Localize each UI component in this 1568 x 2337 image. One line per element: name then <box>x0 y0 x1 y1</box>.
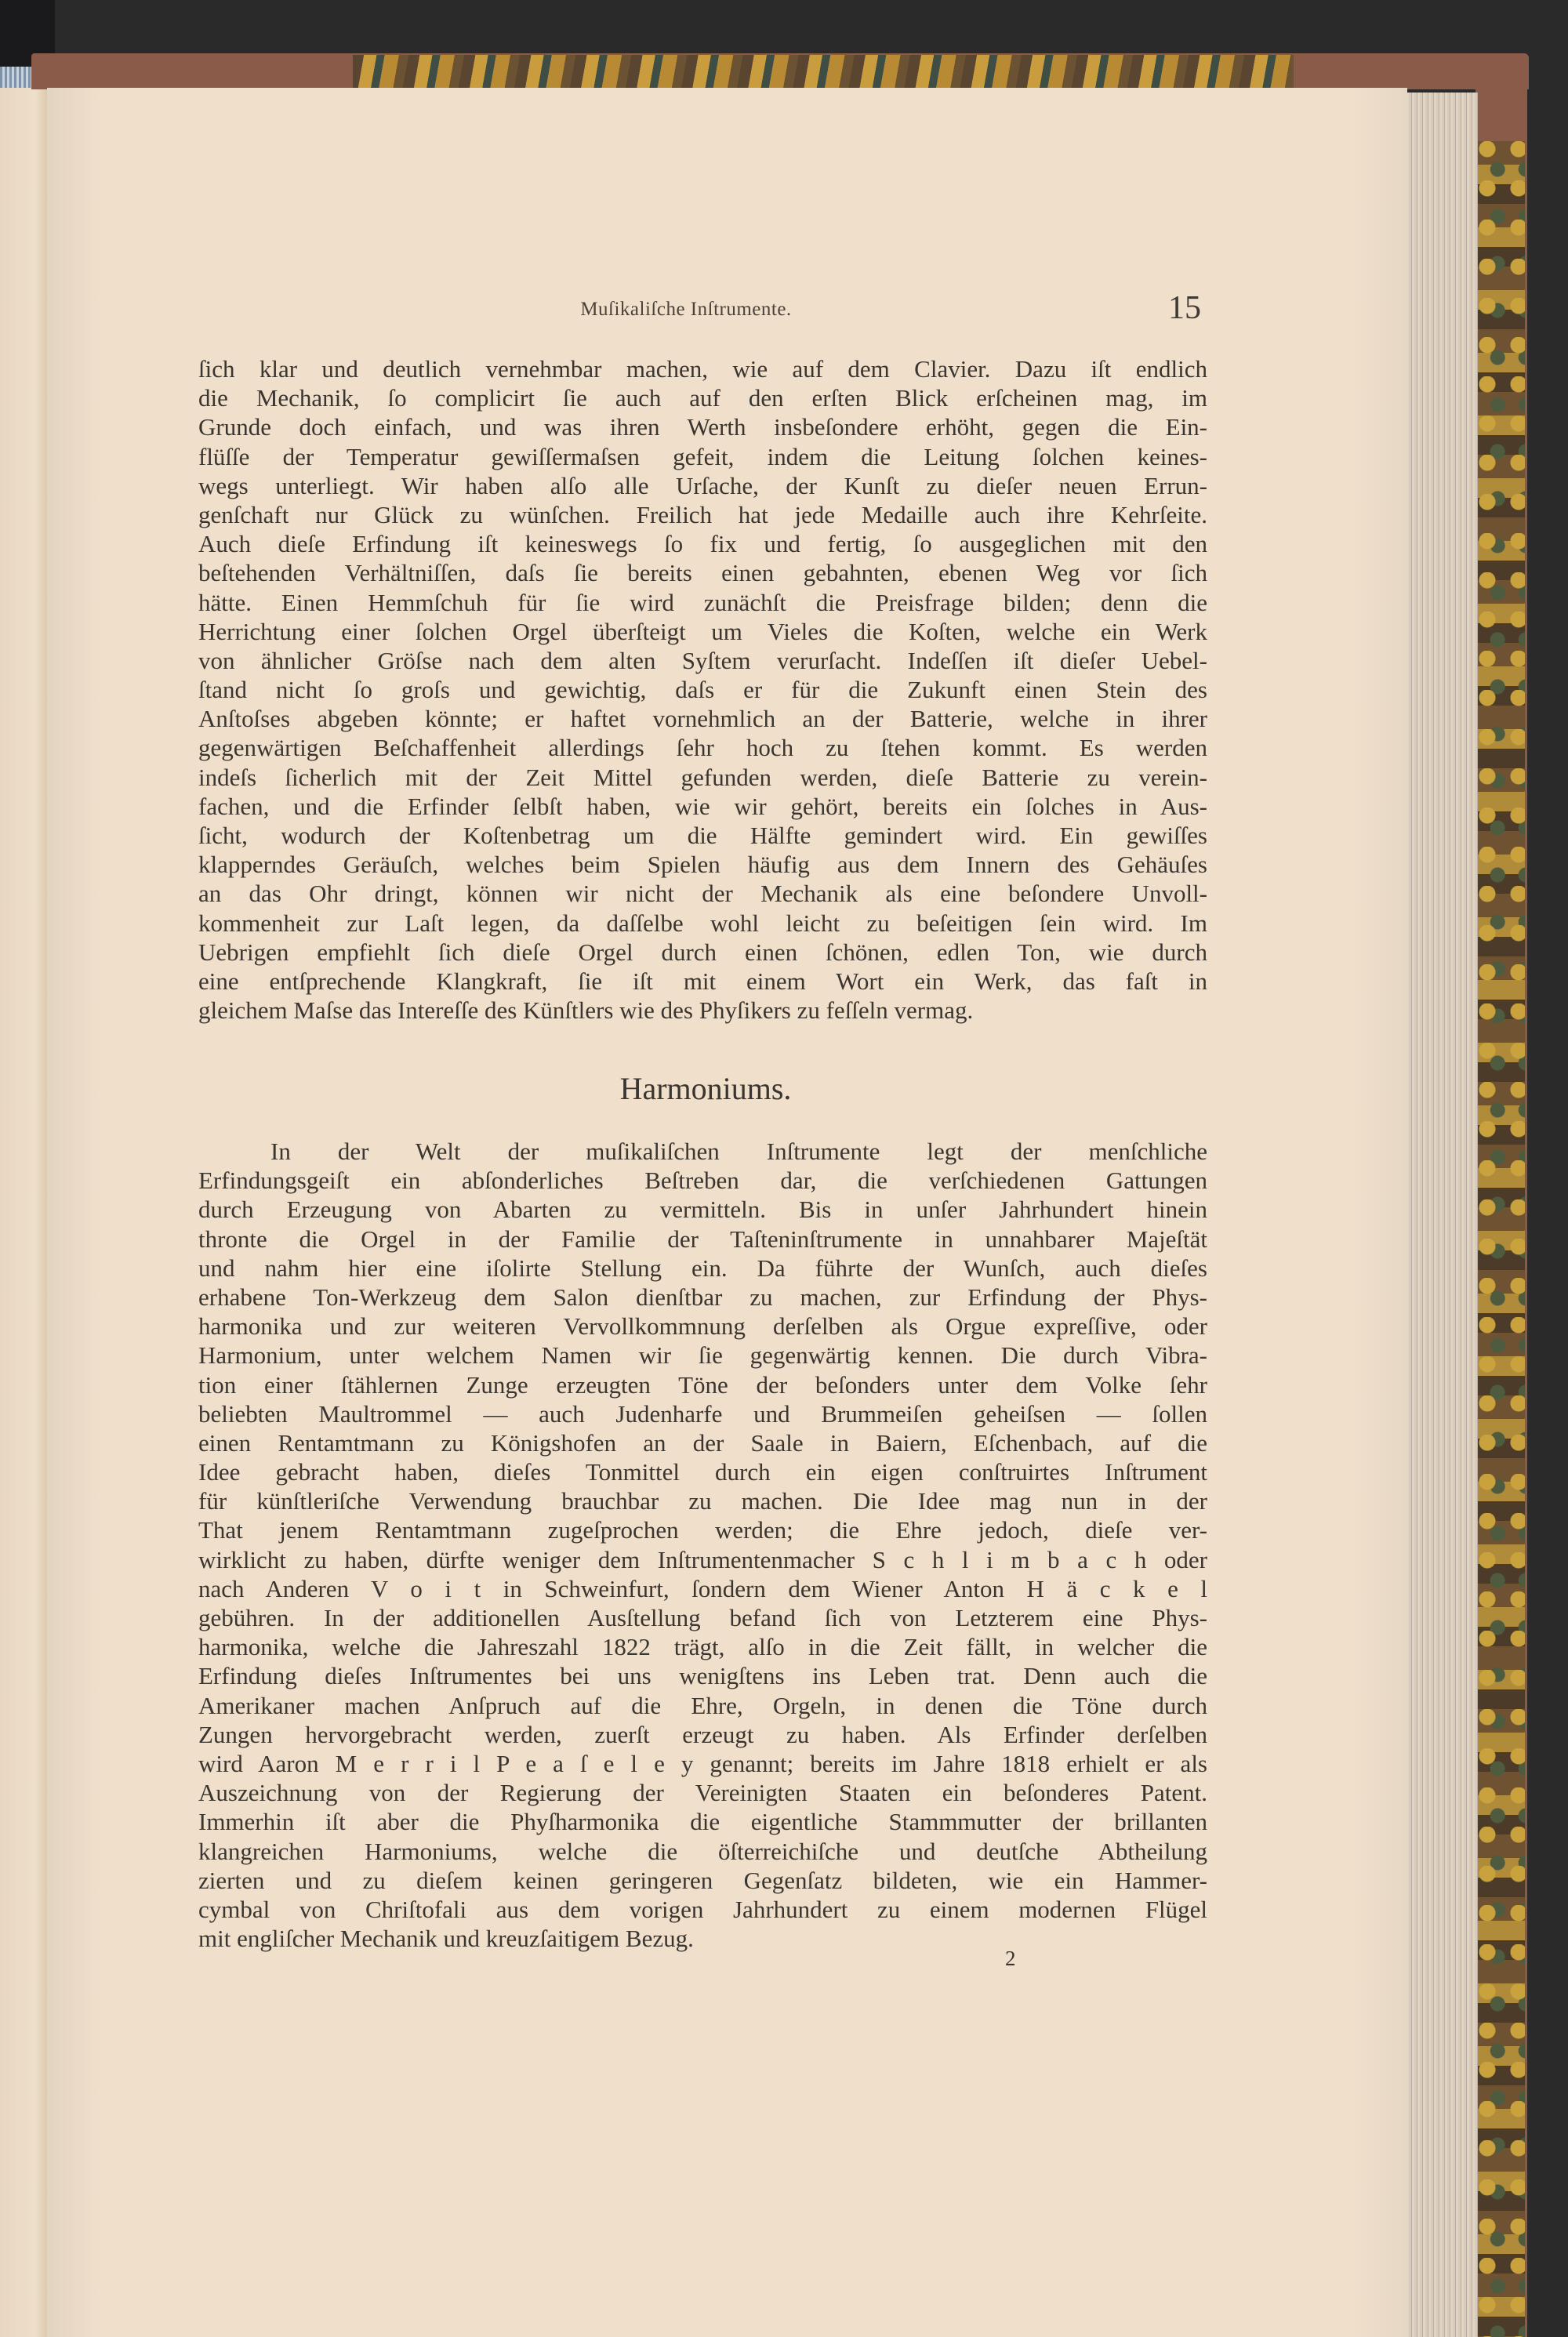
text-line: tion einer ſtählernen Zunge erzeugten Töne der beſonders unter dem Volke ſehr <box>198 1370 1207 1399</box>
text-line: Auch dieſe Erfindung iſt keineswegs ſo fix und fertig, ſo ausgeglichen mit den <box>198 530 1207 558</box>
text-line: Auszeichnung von der Regierung der Vereinigten Staaten ein beſonderes Patent. <box>198 1779 1207 1807</box>
marbled-edge-right <box>1478 141 1525 2337</box>
text-line: hätte. Einen Hemmſchuh für ſie wird zunächſt die Preisfrage bilden; denn die <box>198 588 1207 616</box>
facing-page-edge <box>0 88 50 2337</box>
text-line: ſicht, wodurch der Koſtenbetrag um die Hälfte gemindert wird. Ein gewiſſes <box>198 822 1207 849</box>
text-line: wirklicht zu haben, dürfte weniger dem Inſtrumentenmacher S c h l i m b a c h oder <box>198 1545 1207 1573</box>
text-line: indeſs ſicherlich mit der Zeit Mittel gefunden werden, dieſe Batterie zu verein- <box>198 763 1207 791</box>
text-line: thronte die Orgel in der Familie der Taſteninſtrumente in unnahbarer Majeſtät <box>198 1225 1207 1253</box>
text-line: von ähnlicher Gröſse nach dem alten Syſtem verurſacht. Indeſſen iſt dieſer Uebel- <box>198 646 1207 674</box>
text-line: für künſtleriſche Verwendung brauchbar zu machen. Die Idee mag nun in der <box>198 1487 1207 1515</box>
binding-thread <box>0 67 31 90</box>
page-number: 15 <box>1168 290 1201 326</box>
running-head <box>0 290 1568 326</box>
text-line: Erfindungsgeiſt ein abſonderliches Beſtreben dar, die verſchiedenen Gattungen <box>198 1167 1207 1195</box>
text-line: That jenem Rentamtmann zugeſprochen werden; die Ehre jedoch, dieſe ver- <box>198 1516 1207 1544</box>
signature-mark: 2 <box>1005 1947 1016 1970</box>
paragraph-continued <box>198 354 1207 1025</box>
text-line: Erfindung dieſes Inſtrumentes bei uns wenigſtens ins Leben trat. Denn auch die <box>198 1662 1207 1690</box>
text-line: zierten und zu dieſem keinen geringeren Gegenſatz bildeten, wie ein Hammer- <box>198 1866 1207 1894</box>
text-line: kommenheit zur Laſt legen, da daſſelbe wohl leicht zu beſeitigen ſein wird. Im <box>198 909 1207 937</box>
text-line: eine entſprechende Klangkraft, ſie iſt mit einem Wort ein Werk, das faſt in <box>198 967 1207 995</box>
text-line: Immerhin iſt aber die Phyſharmonika die eigentliche Stammmutter der brillanten <box>198 1808 1207 1836</box>
running-title: Muſikaliſche Inſtrumente. <box>580 299 792 320</box>
text-line: cymbal von Chriſtofali aus dem vorigen Jahrhundert zu einem modernen Flügel <box>198 1895 1207 1923</box>
text-line: ſich klar und deutlich vernehmbar machen, wie auf dem Clavier. Dazu iſt endlich <box>198 355 1207 383</box>
paragraph-harmoniums <box>198 1137 1207 1953</box>
text-line: Grunde doch einfach, und was ihren Werth insbeſondere erhöht, gegen die Ein- <box>198 413 1207 441</box>
text-line: In der Welt der muſikaliſchen Inſtrumente legt der menſchliche <box>270 1138 1207 1165</box>
text-line: harmonika, welche die Jahreszahl 1822 trägt, alſo in die Zeit fällt, in welcher die <box>198 1633 1207 1661</box>
text-line: und nahm hier eine iſolirte Stellung ein. Da führte der Wunſch, auch dieſes <box>198 1254 1207 1282</box>
section-heading: Harmoniums. <box>619 1071 792 1106</box>
page-stack-edges <box>1403 93 1478 2337</box>
text-line: gebühren. In der additionellen Ausſtellung befand ſich von Letzterem eine Phys- <box>198 1604 1207 1631</box>
text-line: durch Erzeugung von Abarten zu vermitteln. Bis in unſer Jahrhundert hinein <box>198 1196 1207 1224</box>
text-line: gleichem Maſse das Intereſſe des Künſtlers wie des Phyſikers zu feſſeln vermag. <box>198 996 974 1025</box>
text-line: gegenwärtigen Beſchaffenheit allerdings ſehr hoch zu ſtehen kommt. Es werden <box>198 734 1207 762</box>
text-line: Harmonium, unter welchem Namen wir ſie gegenwärtig kennen. Die durch Vibra- <box>198 1341 1207 1370</box>
text-line: Herrichtung einer ſolchen Orgel überſteigt um Vieles die Koſten, welche ein Werk <box>198 617 1207 645</box>
marbled-edge-top <box>353 55 1294 88</box>
text-line: flüſſe der Temperatur gewiſſermaſsen gefeit, indem die Leitung ſolchen keines- <box>198 442 1207 470</box>
text-line: die Mechanik, ſo complicirt ſie auch auf den erſten Blick erſcheinen mag, im <box>198 384 1207 412</box>
text-line: Idee gebracht haben, dieſes Tonmittel durch ein eigen conſtruirtes Inſtrument <box>198 1458 1207 1486</box>
text-line: beliebten Maultrommel — auch Judenharfe und Brummeiſen geheiſsen — ſollen <box>198 1399 1207 1428</box>
text-line: ſtand nicht ſo groſs und gewichtig, daſs er für die Zukunft einen Stein des <box>198 676 1207 704</box>
text-line: Anſtoſses abgeben könnte; er haftet vornehmlich an der Batterie, welche in ihrer <box>198 705 1207 733</box>
text-line: erhabene Ton-Werkzeug dem Salon dienſtbar zu machen, zur Erfindung der Phys- <box>198 1283 1207 1311</box>
text-line: klangreichen Harmoniums, welche die öſterreichiſche und deutſche Abtheilung <box>198 1837 1207 1865</box>
text-line: genſchaft nur Glück zu wünſchen. Freilich hat jede Medaille auch ihre Kehrſeite. <box>198 500 1207 528</box>
text-line: nach Anderen V o i t in Schweinfurt, ſondern dem Wiener Anton H ä c k e l <box>198 1574 1207 1602</box>
text-line: mit engliſcher Mechanik und kreuzſaitigem Bezug. <box>198 1925 694 1953</box>
text-line: einen Rentamtmann zu Königshofen an der Saale in Baiern, Eſchenbach, auf die <box>198 1428 1207 1457</box>
text-line: Uebrigen empfiehlt ſich dieſe Orgel durch einen ſchönen, edlen Ton, wie durch <box>198 938 1207 966</box>
text-line: Amerikaner machen Anſpruch auf die Ehre, Orgeln, in denen die Töne durch <box>198 1691 1207 1719</box>
text-line: an das Ohr dringt, können wir nicht der Mechanik als eine beſondere Unvoll- <box>198 880 1207 908</box>
text-line: fachen, und die Erfinder ſelbſt haben, wie wir gehört, bereits ein ſolches in Aus- <box>198 792 1207 820</box>
text-line: beſtehenden Verhältniſſen, daſs ſie bereits einen gebahnten, ebenen Weg vor ſich <box>198 559 1207 587</box>
text-line: wird Aaron M e r r i l P e a ſ e l e y genannt; bereits im Jahre 1818 erhielt er als <box>198 1749 1207 1777</box>
text-line: Zungen hervorgebracht werden, zuerſt erzeugt zu haben. Als Erfinder derſelben <box>198 1720 1207 1748</box>
text-line: wegs unterliegt. Wir haben alſo alle Urſache, der Kunſt zu dieſer neuen Errun- <box>198 471 1207 499</box>
text-line: klapperndes Geräuſch, welches beim Spielen häufig aus dem Innern des Gehäuſes <box>198 851 1207 879</box>
text-line: harmonika und zur weiteren Vervollkommnung derſelben als Orgue expreſſive, oder <box>198 1312 1207 1341</box>
